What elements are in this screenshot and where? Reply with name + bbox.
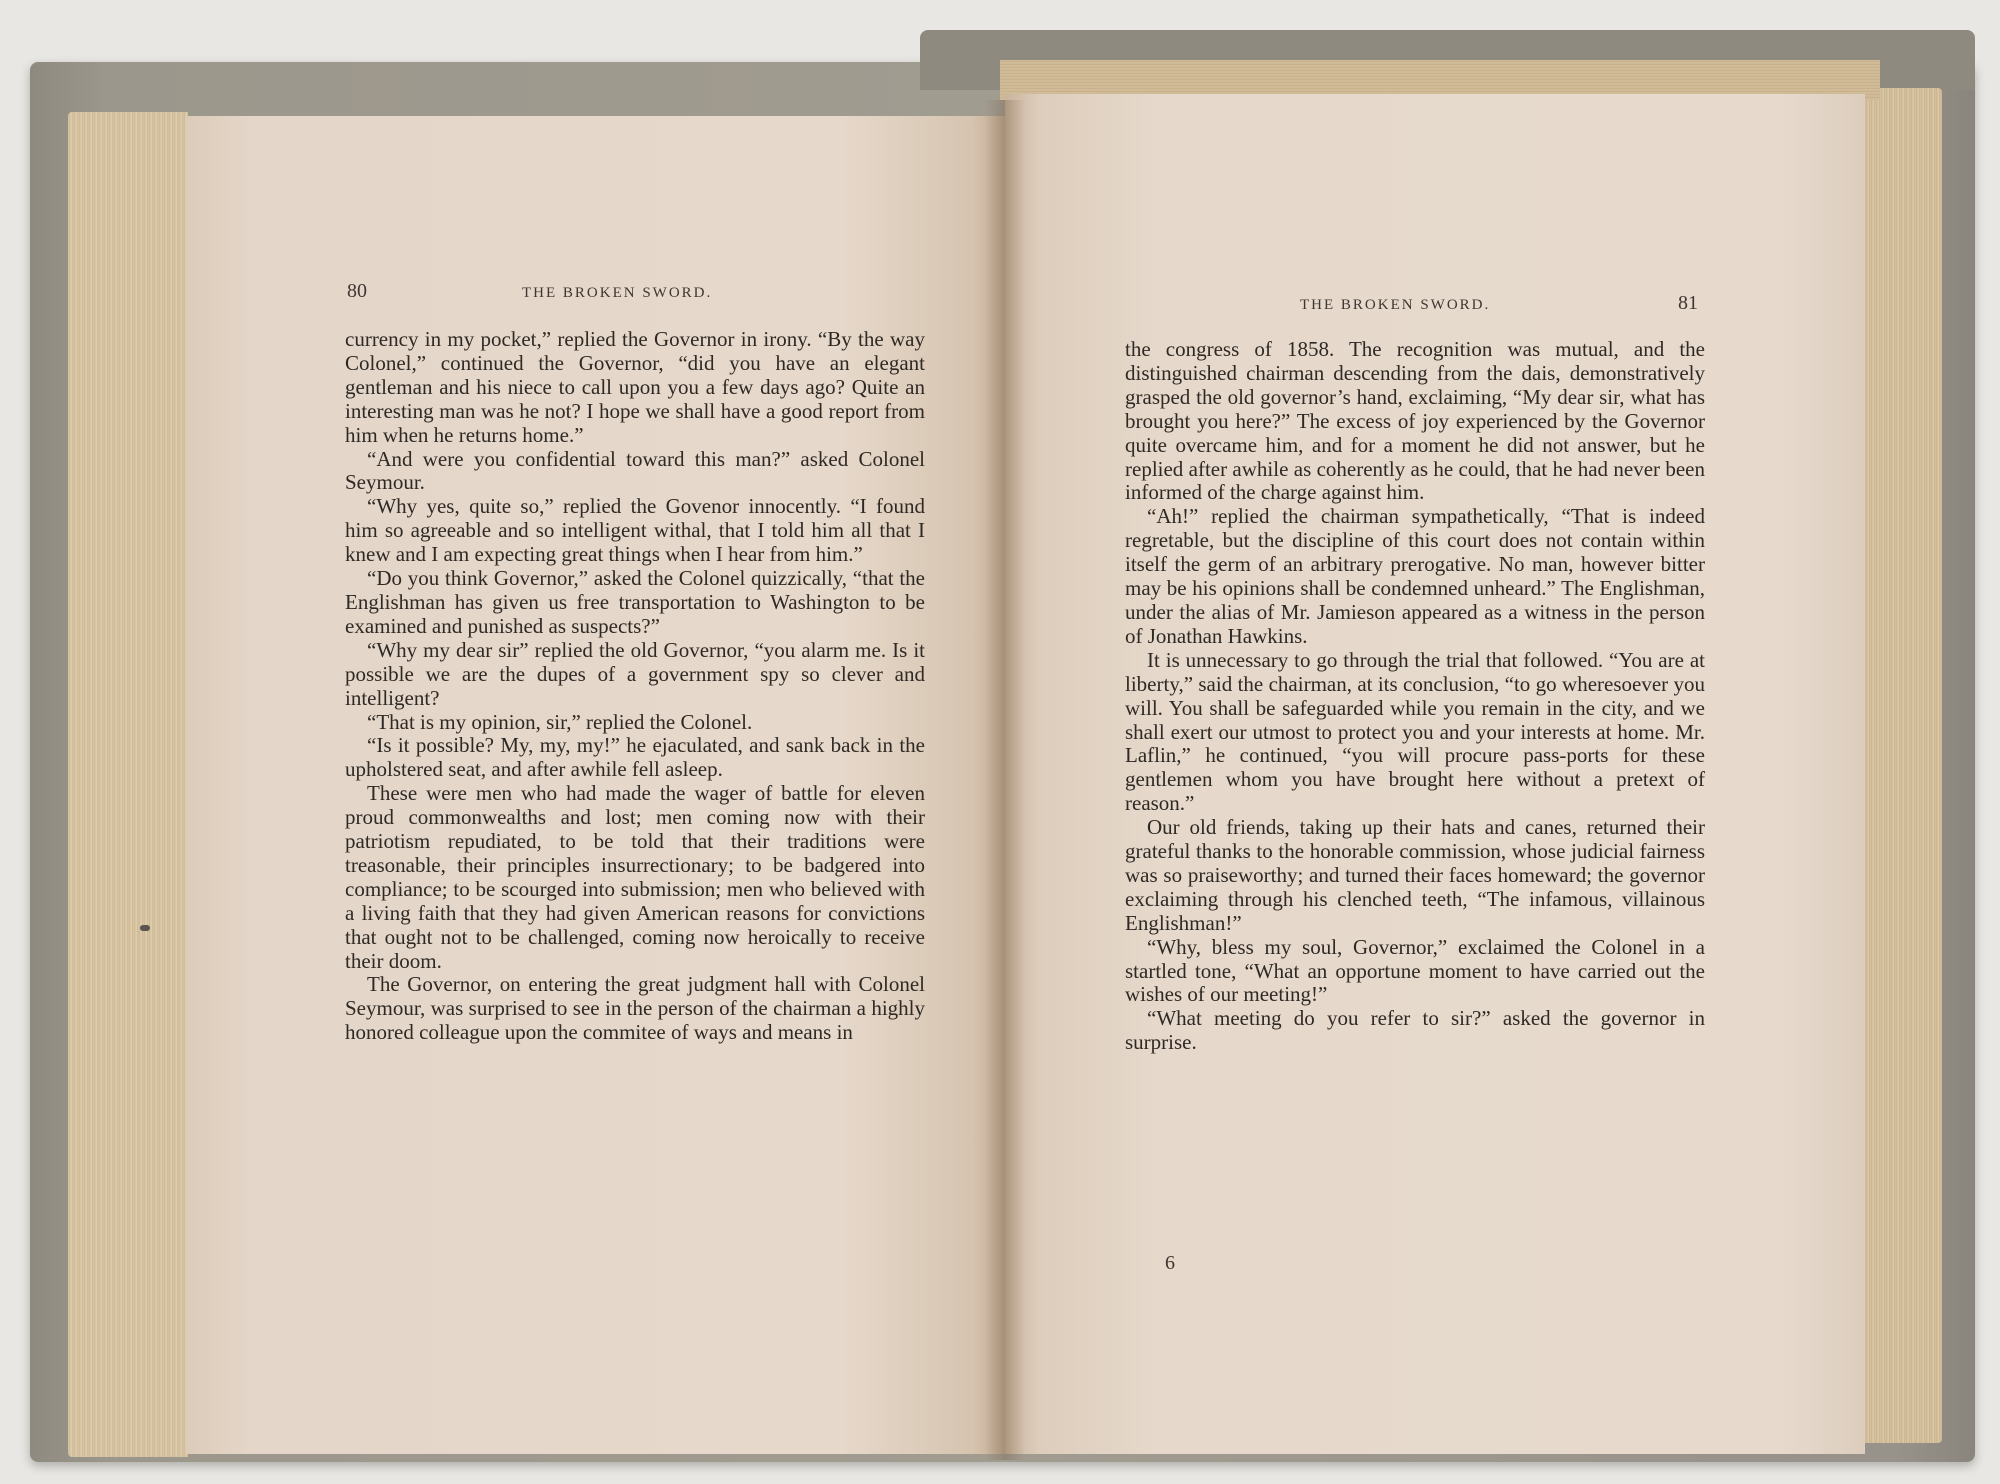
paragraph: “Do you think Governor,” asked the Colonel quizzically, “that the Englishman has given us free transportation to Washington to be examined and punished as suspects?” [345,566,925,638]
book-gutter-shadow [985,100,1025,1460]
page-edges-left [68,112,188,1457]
left-page-number: 80 [347,280,367,302]
paragraph: These were men who had made the wager of battle for eleven proud commonwealths and lost; men coming now with their patriotism repudiated, to be told that their traditions were treasonable, their principles insurrectionary; to be badgered into compliance; to be scourged into submission; men who believed with a living faith that they had given American reasons for convictions that ought not to be challenged, coming now heroically to receive their doom. [345,781,925,973]
left-running-head: THE BROKEN SWORD. [522,285,713,301]
paragraph: “Why yes, quite so,” replied the Govenor innocently. “I found him so agreeable and so intelligent withal, that I told him all that I knew and I am expecting great things when I hear from him.” [345,494,925,567]
paragraph: “That is my opinion, sir,” replied the Colonel. [367,709,753,734]
paragraph: “Why my dear sir” replied the old Governor, “you alarm me. Is it possible we are the dupes of a government spy so clever and intelligent? [345,637,925,710]
paragraph: “Why, bless my soul, Governor,” exclaimed the Colonel in a startled tone, “What an opportune moment to have carried out the wishes of our meeting!” [1125,934,1705,1007]
paragraph: “Is it possible? My, my, my!” he ejaculated, and sank back in the upholstered seat, and after awhile fell asleep. [345,733,925,782]
paragraph: It is unnecessary to go through the trial that followed. “You are at liberty,” said the chairman, at its conclusion, “to go wheresoever you will. You shall be safeguarded while you remain in the city, and we shall exert our utmost to protect you and your interests at home. Mr. Laflin,” he continued, “you will procure pass-ports for these gentlemen whom you have brought here without a pretext of reason.” [1125,647,1705,816]
paragraph: Our old friends, taking up their hats and canes, returned their grateful thanks to the honorable commission, whose judicial fairness was so praiseworthy; and turned their faces homeward; the governor exclaiming through his clenched teeth, “The infamous, villainous Englishman!” [1125,815,1705,935]
page-edges-right [1860,88,1942,1443]
ink-speck [140,925,150,931]
paragraph: “And were you confidential toward this man?” asked Colonel Seymour. [345,446,925,495]
right-page-text [1125,338,1705,1055]
paragraph: “What meeting do you refer to sir?” asked the governor in surprise. [1125,1006,1705,1055]
paragraph: The Governor, on entering the great judgment hall with Colonel Seymour, was surprised to see in the person of the chairman a highly honored colleague upon the commitee of ways and means in [345,972,925,1045]
right-page-number: 81 [1678,292,1698,314]
right-page [1005,94,1865,1454]
signature-mark: 6 [1165,1252,1175,1274]
paragraph: “Ah!” replied the chairman sympathetically, “That is indeed regretable, but the discipline of this court does not contain within itself the germ of an arbitrary prerogative. No man, however bitter may be his opinions shall be condemned unheard.” The Englishman, under the alias of Mr. Jamieson appeared as a witness in the person of Jonathan Hawkins. [1125,504,1705,648]
right-running-head: THE BROKEN SWORD. [1300,297,1491,313]
paragraph: currency in my pocket,” replied the Governor in irony. “By the way Colonel,” continued the Governor, “did you have an elegant gentleman and his niece to call upon you a few days ago? Quite an interesting man was he not? I hope we shall have a good report from him when he returns home.” [345,327,925,447]
left-page [185,116,1005,1454]
left-page-text [345,328,925,1045]
paragraph: the congress of 1858. The recognition was mutual, and the distinguished chairman descending from the dais, demonstratively grasped the old governor’s hand, exclaiming, “My dear sir, what has brought you here?” The excess of joy experienced by the Governor quite overcame him, and for a moment he did not answer, but he replied after awhile as coherently as he could, that he had never been informed of the charge against him. [1125,337,1705,505]
